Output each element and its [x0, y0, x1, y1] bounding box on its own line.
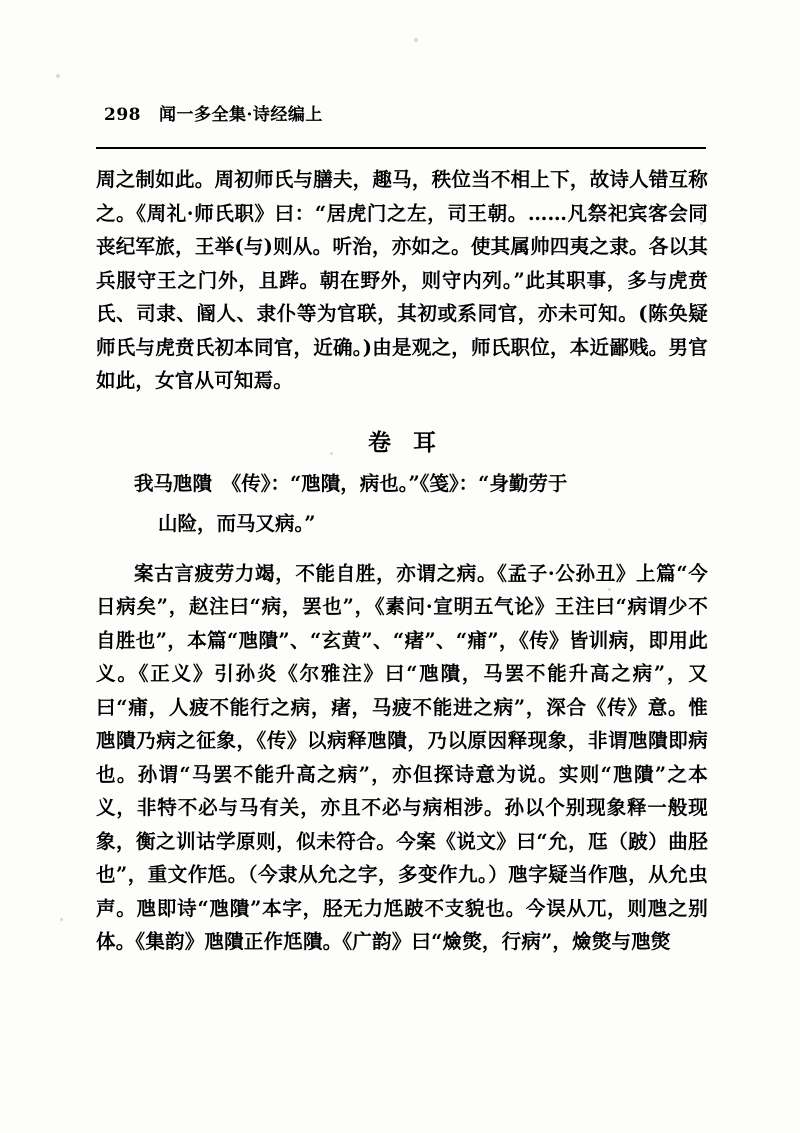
paragraph-opening: 周之制如此。周初师氏与膳夫，趣马，秩位当不相上下，故诗人错互称之。《周礼·师氏职》曰：“居虎门之左，司王朝。……凡祭祀宾客会同丧纪军旅，王举(与)则从。听治，亦如之。使其属帅四夷之隶。各以其兵服守王之门外，且跸。朝在野外，则守内列。”此其职事，多与虎贲氏、司隶、阍人、隶仆等为官联，其初或系同官，亦未可知。(陈奂疑师氏与虎贲氏初本同官，近确。)由是观之，师氏职位，本近鄙贱。男官如此，女官从可知焉。 [96, 168, 708, 392]
section-title: 卷耳 [368, 428, 458, 456]
verse-quote-line-1: 我马虺隤 《传》：“虺隤，病也。”《笺》：“身勤劳于 [134, 471, 568, 495]
paragraph-commentary: 案古言疲劳力竭，不能自胜，亦谓之病。《孟子·公孙丑》上篇“今日病矣”，赵注曰“病，罢也”，《素问·宣明五气论》王注曰“病谓少不自胜也”，本篇“虺隤”、“玄黄”、“瘏”、“痡”，《传》皆训病，即用此义。《正义》引孙炎《尔雅注》曰“虺隤，马罢不能升高之病”，又曰“痡，人疲不能行之病，瘏，马疲不能进之病”，深合《传》意。惟虺隤乃病之征象，《传》以病释虺隤，乃以原因释现象，非谓虺隤即病也。孙谓“马罢不能升高之病”，亦但探诗意为说。实则“虺隤”之本义，非特不必与马有关，亦且不必与病相涉。孙以个别现象释一般现象，衡之训诂学原则，似未符合。今案《说文》曰“允，尫（跛）曲胫也”，重文作尪。（今隶从允之字，多变作九。）虺字疑当作虺，从允虫声。虺即诗“虺隤”本字，胫无力尪跛不支貌也。今误从兀，则虺之别体。《集韵》虺隤正作尪隤。《广韵》曰“㷿㷺，行病”，㷿㷺与虺㷺 [96, 561, 708, 953]
header-rule [96, 147, 706, 149]
page-header [104, 100, 704, 125]
page-number: 298 [104, 105, 141, 125]
verse-quote-line-2: 山险，而马又病。” [158, 511, 316, 535]
spacer [96, 547, 708, 557]
scan-speck [56, 74, 60, 78]
running-title: 闻一多全集·诗经编上 [159, 105, 323, 125]
scan-speck [60, 918, 63, 921]
body-column [96, 163, 708, 959]
scan-speck [414, 38, 418, 42]
